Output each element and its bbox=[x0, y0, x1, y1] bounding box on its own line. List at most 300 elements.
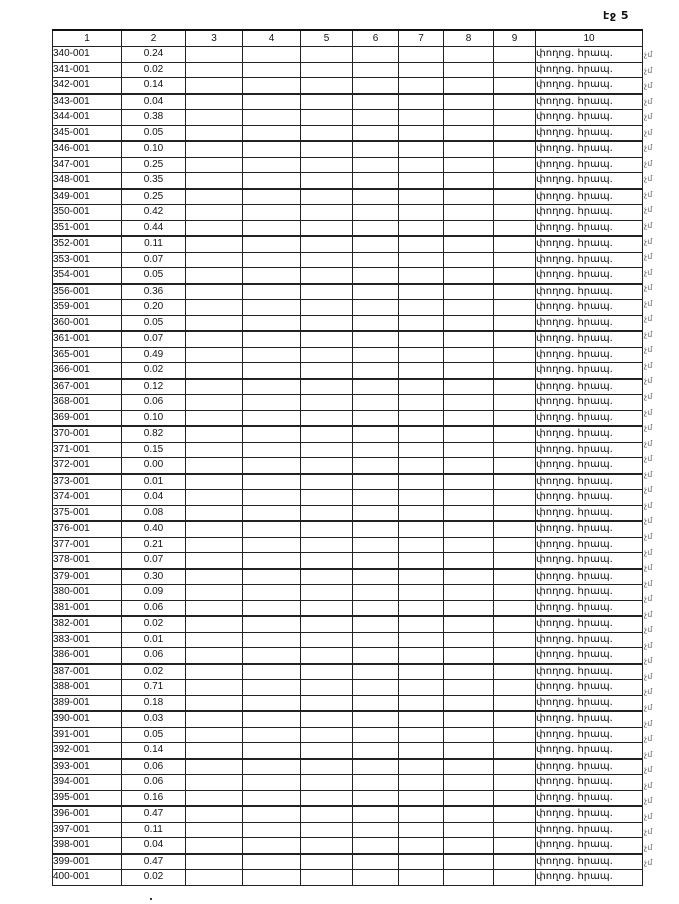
cell-empty-col-5 bbox=[301, 569, 353, 585]
cell-empty-col-3 bbox=[186, 252, 243, 268]
cell-empty-col-3 bbox=[186, 521, 243, 537]
cell-empty-col-3 bbox=[186, 173, 243, 189]
cell-empty-col-4 bbox=[243, 648, 301, 664]
cell-empty-col-4 bbox=[243, 474, 301, 490]
cell-empty-col-6 bbox=[353, 189, 399, 205]
cell-empty-col-7 bbox=[399, 664, 444, 680]
cell-empty-col-9 bbox=[494, 284, 536, 300]
cell-street-label: փողոց. հրապ. bbox=[536, 870, 643, 886]
cell-empty-col-3 bbox=[186, 743, 243, 759]
cell-empty-col-8 bbox=[444, 410, 494, 426]
table-row bbox=[53, 125, 643, 141]
cell-empty-col-6 bbox=[353, 252, 399, 268]
cell-id: 367-001 bbox=[53, 379, 122, 395]
cell-empty-col-3 bbox=[186, 141, 243, 157]
cell-empty-col-5 bbox=[301, 141, 353, 157]
cell-empty-col-5 bbox=[301, 727, 353, 743]
cell-empty-col-7 bbox=[399, 870, 444, 886]
cell-empty-col-7 bbox=[399, 585, 444, 601]
cell-value: 0.07 bbox=[122, 252, 186, 268]
table-row bbox=[53, 521, 643, 537]
cell-empty-col-4 bbox=[243, 711, 301, 727]
cell-street-label: փողոց. հրապ. bbox=[536, 141, 643, 157]
table-row bbox=[53, 600, 643, 616]
cell-street-label: փողոց. հրապ. bbox=[536, 284, 643, 300]
margin-mark: չմ bbox=[644, 329, 653, 339]
cell-empty-col-9 bbox=[494, 505, 536, 521]
cell-empty-col-4 bbox=[243, 537, 301, 553]
cell-empty-col-5 bbox=[301, 442, 353, 458]
cell-empty-col-5 bbox=[301, 695, 353, 711]
cell-empty-col-4 bbox=[243, 78, 301, 94]
cell-value: 0.44 bbox=[122, 220, 186, 236]
cell-empty-col-6 bbox=[353, 585, 399, 601]
cell-empty-col-5 bbox=[301, 790, 353, 806]
cell-empty-col-9 bbox=[494, 790, 536, 806]
cell-empty-col-8 bbox=[444, 870, 494, 886]
table-row bbox=[53, 300, 643, 316]
cell-street-label: փողոց. հրապ. bbox=[536, 632, 643, 648]
cell-empty-col-8 bbox=[444, 458, 494, 474]
cell-empty-col-9 bbox=[494, 189, 536, 205]
cell-empty-col-3 bbox=[186, 284, 243, 300]
cell-empty-col-7 bbox=[399, 62, 444, 78]
cell-empty-col-3 bbox=[186, 759, 243, 775]
cell-empty-col-4 bbox=[243, 490, 301, 506]
cell-value: 0.49 bbox=[122, 347, 186, 363]
cell-id: 389-001 bbox=[53, 695, 122, 711]
table-row bbox=[53, 284, 643, 300]
cell-street-label: փողոց. հրապ. bbox=[536, 664, 643, 680]
cell-empty-col-9 bbox=[494, 711, 536, 727]
margin-mark: չմ bbox=[644, 687, 653, 697]
cell-id: 354-001 bbox=[53, 268, 122, 284]
cell-empty-col-9 bbox=[494, 331, 536, 347]
cell-empty-col-4 bbox=[243, 189, 301, 205]
cell-empty-col-9 bbox=[494, 94, 536, 110]
margin-mark: չմ bbox=[644, 749, 653, 759]
cell-empty-col-6 bbox=[353, 442, 399, 458]
cell-empty-col-5 bbox=[301, 490, 353, 506]
cell-street-label: փողոց. հրապ. bbox=[536, 220, 643, 236]
column-header-3: 3 bbox=[186, 30, 243, 47]
cell-id: 375-001 bbox=[53, 505, 122, 521]
cell-id: 356-001 bbox=[53, 284, 122, 300]
cell-empty-col-7 bbox=[399, 205, 444, 221]
cell-empty-col-3 bbox=[186, 585, 243, 601]
cell-id: 380-001 bbox=[53, 585, 122, 601]
cell-empty-col-8 bbox=[444, 490, 494, 506]
table-row bbox=[53, 569, 643, 585]
cell-value: 0.10 bbox=[122, 141, 186, 157]
cell-empty-col-9 bbox=[494, 62, 536, 78]
margin-mark: չմ bbox=[644, 376, 653, 386]
cell-empty-col-5 bbox=[301, 775, 353, 791]
cell-empty-col-3 bbox=[186, 727, 243, 743]
cell-empty-col-4 bbox=[243, 680, 301, 696]
table-row bbox=[53, 743, 643, 759]
cell-street-label: փողոց. հրապ. bbox=[536, 711, 643, 727]
cell-empty-col-7 bbox=[399, 680, 444, 696]
cell-empty-col-7 bbox=[399, 458, 444, 474]
cell-empty-col-4 bbox=[243, 379, 301, 395]
cell-id: 394-001 bbox=[53, 775, 122, 791]
cell-empty-col-3 bbox=[186, 822, 243, 838]
cell-empty-col-7 bbox=[399, 268, 444, 284]
cell-id: 351-001 bbox=[53, 220, 122, 236]
cell-empty-col-3 bbox=[186, 110, 243, 126]
cell-empty-col-3 bbox=[186, 632, 243, 648]
cell-value: 0.21 bbox=[122, 537, 186, 553]
cell-empty-col-7 bbox=[399, 616, 444, 632]
cell-value: 0.05 bbox=[122, 268, 186, 284]
margin-mark: չմ bbox=[644, 158, 653, 168]
cell-street-label: փողոց. հրապ. bbox=[536, 379, 643, 395]
cell-empty-col-4 bbox=[243, 94, 301, 110]
cell-value: 0.04 bbox=[122, 838, 186, 854]
cell-empty-col-3 bbox=[186, 458, 243, 474]
margin-mark: չմ bbox=[644, 563, 653, 573]
cell-empty-col-9 bbox=[494, 664, 536, 680]
cell-street-label: փողոց. հրապ. bbox=[536, 300, 643, 316]
table-row bbox=[53, 838, 643, 854]
cell-empty-col-9 bbox=[494, 205, 536, 221]
cell-empty-col-7 bbox=[399, 347, 444, 363]
cell-value: 0.36 bbox=[122, 284, 186, 300]
margin-mark: չմ bbox=[644, 469, 653, 479]
cell-empty-col-3 bbox=[186, 442, 243, 458]
cell-empty-col-5 bbox=[301, 110, 353, 126]
cell-empty-col-7 bbox=[399, 822, 444, 838]
cell-empty-col-8 bbox=[444, 474, 494, 490]
cell-empty-col-9 bbox=[494, 379, 536, 395]
cell-empty-col-9 bbox=[494, 157, 536, 173]
margin-mark: չմ bbox=[644, 842, 653, 852]
cell-street-label: փողոց. հրապ. bbox=[536, 236, 643, 252]
cell-value: 0.05 bbox=[122, 727, 186, 743]
cell-id: 398-001 bbox=[53, 838, 122, 854]
cell-empty-col-7 bbox=[399, 648, 444, 664]
cell-street-label: փողոց. հրապ. bbox=[536, 505, 643, 521]
cell-empty-col-3 bbox=[186, 505, 243, 521]
cell-empty-col-7 bbox=[399, 426, 444, 442]
cell-empty-col-8 bbox=[444, 205, 494, 221]
cell-street-label: փողոց. հրապ. bbox=[536, 838, 643, 854]
margin-mark: չմ bbox=[644, 438, 653, 448]
margin-mark: չմ bbox=[644, 531, 653, 541]
cell-empty-col-4 bbox=[243, 553, 301, 569]
cell-empty-col-3 bbox=[186, 220, 243, 236]
cell-empty-col-5 bbox=[301, 379, 353, 395]
cell-empty-col-5 bbox=[301, 521, 353, 537]
cell-empty-col-4 bbox=[243, 569, 301, 585]
cell-empty-col-5 bbox=[301, 189, 353, 205]
cell-empty-col-7 bbox=[399, 727, 444, 743]
cell-empty-col-4 bbox=[243, 220, 301, 236]
cell-value: 0.11 bbox=[122, 822, 186, 838]
cell-empty-col-9 bbox=[494, 125, 536, 141]
table-row bbox=[53, 442, 643, 458]
cell-empty-col-6 bbox=[353, 268, 399, 284]
table-row bbox=[53, 410, 643, 426]
cell-value: 0.04 bbox=[122, 94, 186, 110]
cell-street-label: փողոց. հրապ. bbox=[536, 347, 643, 363]
cell-empty-col-8 bbox=[444, 236, 494, 252]
cell-street-label: փողոց. հրապ. bbox=[536, 537, 643, 553]
cell-empty-col-4 bbox=[243, 347, 301, 363]
cell-id: 386-001 bbox=[53, 648, 122, 664]
cell-empty-col-6 bbox=[353, 141, 399, 157]
cell-empty-col-3 bbox=[186, 806, 243, 822]
cell-empty-col-5 bbox=[301, 173, 353, 189]
cell-empty-col-6 bbox=[353, 822, 399, 838]
margin-mark: չմ bbox=[644, 625, 653, 635]
cell-empty-col-6 bbox=[353, 870, 399, 886]
margin-mark: չմ bbox=[644, 112, 653, 122]
data-table bbox=[52, 29, 643, 886]
cell-empty-col-7 bbox=[399, 695, 444, 711]
table-row bbox=[53, 426, 643, 442]
cell-empty-col-3 bbox=[186, 537, 243, 553]
margin-mark: չմ bbox=[644, 407, 653, 417]
cell-empty-col-9 bbox=[494, 220, 536, 236]
cell-empty-col-8 bbox=[444, 822, 494, 838]
cell-street-label: փողոց. հրապ. bbox=[536, 395, 643, 411]
cell-empty-col-6 bbox=[353, 410, 399, 426]
cell-empty-col-9 bbox=[494, 521, 536, 537]
cell-empty-col-5 bbox=[301, 78, 353, 94]
table-row bbox=[53, 664, 643, 680]
cell-empty-col-4 bbox=[243, 410, 301, 426]
cell-empty-col-8 bbox=[444, 727, 494, 743]
cell-value: 0.07 bbox=[122, 331, 186, 347]
margin-mark: չմ bbox=[644, 547, 653, 557]
cell-value: 0.18 bbox=[122, 695, 186, 711]
cell-empty-col-9 bbox=[494, 537, 536, 553]
table-row bbox=[53, 648, 643, 664]
cell-empty-col-5 bbox=[301, 600, 353, 616]
table-row bbox=[53, 458, 643, 474]
cell-empty-col-6 bbox=[353, 395, 399, 411]
cell-id: 348-001 bbox=[53, 173, 122, 189]
cell-empty-col-8 bbox=[444, 220, 494, 236]
cell-id: 343-001 bbox=[53, 94, 122, 110]
cell-id: 360-001 bbox=[53, 315, 122, 331]
cell-empty-col-7 bbox=[399, 252, 444, 268]
table-row bbox=[53, 395, 643, 411]
cell-empty-col-5 bbox=[301, 822, 353, 838]
cell-id: 344-001 bbox=[53, 110, 122, 126]
cell-value: 0.00 bbox=[122, 458, 186, 474]
cell-street-label: փողոց. հրապ. bbox=[536, 173, 643, 189]
cell-empty-col-7 bbox=[399, 110, 444, 126]
cell-id: 346-001 bbox=[53, 141, 122, 157]
cell-value: 0.06 bbox=[122, 648, 186, 664]
cell-empty-col-4 bbox=[243, 157, 301, 173]
cell-empty-col-6 bbox=[353, 363, 399, 379]
cell-empty-col-5 bbox=[301, 125, 353, 141]
margin-mark: չմ bbox=[644, 252, 653, 262]
cell-empty-col-5 bbox=[301, 759, 353, 775]
cell-value: 0.24 bbox=[122, 47, 186, 63]
cell-empty-col-7 bbox=[399, 141, 444, 157]
cell-empty-col-6 bbox=[353, 315, 399, 331]
cell-street-label: փողոց. հրապ. bbox=[536, 363, 643, 379]
cell-id: 397-001 bbox=[53, 822, 122, 838]
cell-empty-col-3 bbox=[186, 315, 243, 331]
cell-empty-col-7 bbox=[399, 490, 444, 506]
cell-empty-col-8 bbox=[444, 395, 494, 411]
cell-empty-col-5 bbox=[301, 743, 353, 759]
margin-mark: չմ bbox=[644, 345, 653, 355]
cell-empty-col-8 bbox=[444, 110, 494, 126]
cell-empty-col-5 bbox=[301, 680, 353, 696]
column-header-2: 2 bbox=[122, 30, 186, 47]
cell-id: 340-001 bbox=[53, 47, 122, 63]
table-row bbox=[53, 790, 643, 806]
cell-street-label: փողոց. հրապ. bbox=[536, 189, 643, 205]
cell-street-label: փողոց. հրապ. bbox=[536, 569, 643, 585]
cell-empty-col-3 bbox=[186, 236, 243, 252]
cell-empty-col-8 bbox=[444, 284, 494, 300]
cell-empty-col-4 bbox=[243, 442, 301, 458]
cell-empty-col-5 bbox=[301, 585, 353, 601]
cell-empty-col-6 bbox=[353, 94, 399, 110]
table-row bbox=[53, 870, 643, 886]
cell-id: 388-001 bbox=[53, 680, 122, 696]
cell-empty-col-5 bbox=[301, 410, 353, 426]
cell-empty-col-7 bbox=[399, 94, 444, 110]
cell-empty-col-8 bbox=[444, 173, 494, 189]
cell-empty-col-6 bbox=[353, 695, 399, 711]
cell-empty-col-7 bbox=[399, 47, 444, 63]
cell-street-label: փողոց. հրապ. bbox=[536, 759, 643, 775]
margin-mark: չմ bbox=[644, 127, 653, 137]
cell-empty-col-6 bbox=[353, 125, 399, 141]
cell-empty-col-8 bbox=[444, 125, 494, 141]
cell-empty-col-7 bbox=[399, 300, 444, 316]
cell-value: 0.02 bbox=[122, 62, 186, 78]
cell-street-label: փողոց. հրապ. bbox=[536, 585, 643, 601]
cell-empty-col-7 bbox=[399, 838, 444, 854]
cell-empty-col-4 bbox=[243, 268, 301, 284]
cell-empty-col-5 bbox=[301, 458, 353, 474]
margin-mark: չմ bbox=[644, 718, 653, 728]
cell-empty-col-9 bbox=[494, 822, 536, 838]
cell-empty-col-3 bbox=[186, 157, 243, 173]
cell-empty-col-7 bbox=[399, 521, 444, 537]
cell-value: 0.71 bbox=[122, 680, 186, 696]
cell-empty-col-6 bbox=[353, 854, 399, 870]
cell-empty-col-3 bbox=[186, 600, 243, 616]
cell-empty-col-8 bbox=[444, 331, 494, 347]
cell-value: 0.06 bbox=[122, 759, 186, 775]
cell-empty-col-7 bbox=[399, 553, 444, 569]
cell-empty-col-4 bbox=[243, 822, 301, 838]
cell-empty-col-3 bbox=[186, 347, 243, 363]
cell-empty-col-8 bbox=[444, 62, 494, 78]
cell-id: 378-001 bbox=[53, 553, 122, 569]
cell-value: 0.06 bbox=[122, 775, 186, 791]
cell-empty-col-5 bbox=[301, 220, 353, 236]
table-row bbox=[53, 94, 643, 110]
cell-empty-col-6 bbox=[353, 759, 399, 775]
cell-value: 0.35 bbox=[122, 173, 186, 189]
cell-empty-col-7 bbox=[399, 632, 444, 648]
cell-empty-col-8 bbox=[444, 775, 494, 791]
table-row bbox=[53, 505, 643, 521]
cell-street-label: փողոց. հրապ. bbox=[536, 680, 643, 696]
table-row bbox=[53, 695, 643, 711]
cell-id: 373-001 bbox=[53, 474, 122, 490]
cell-empty-col-4 bbox=[243, 458, 301, 474]
cell-empty-col-4 bbox=[243, 616, 301, 632]
cell-empty-col-6 bbox=[353, 616, 399, 632]
cell-empty-col-3 bbox=[186, 363, 243, 379]
cell-empty-col-5 bbox=[301, 616, 353, 632]
cell-value: 0.02 bbox=[122, 870, 186, 886]
cell-street-label: փողոց. հրապ. bbox=[536, 775, 643, 791]
cell-empty-col-6 bbox=[353, 680, 399, 696]
margin-mark: չմ bbox=[644, 780, 653, 790]
cell-street-label: փողոց. հրապ. bbox=[536, 648, 643, 664]
cell-empty-col-7 bbox=[399, 569, 444, 585]
cell-value: 0.15 bbox=[122, 442, 186, 458]
cell-empty-col-4 bbox=[243, 585, 301, 601]
cell-id: 381-001 bbox=[53, 600, 122, 616]
cell-id: 390-001 bbox=[53, 711, 122, 727]
cell-empty-col-4 bbox=[243, 236, 301, 252]
cell-street-label: փողոց. հրապ. bbox=[536, 125, 643, 141]
cell-empty-col-4 bbox=[243, 870, 301, 886]
margin-mark: չմ bbox=[644, 50, 653, 59]
cell-empty-col-3 bbox=[186, 300, 243, 316]
margin-mark: չմ bbox=[644, 609, 653, 619]
table-row bbox=[53, 315, 643, 331]
margin-mark: չմ bbox=[644, 796, 653, 806]
margin-mark: չմ bbox=[644, 423, 653, 433]
cell-empty-col-6 bbox=[353, 600, 399, 616]
table-row bbox=[53, 537, 643, 553]
table-row bbox=[53, 157, 643, 173]
cell-street-label: փողոց. հրապ. bbox=[536, 474, 643, 490]
cell-empty-col-9 bbox=[494, 252, 536, 268]
margin-mark: չմ bbox=[644, 221, 653, 231]
margin-mark: չմ bbox=[644, 283, 653, 293]
cell-id: 393-001 bbox=[53, 759, 122, 775]
cell-id: 345-001 bbox=[53, 125, 122, 141]
cell-empty-col-5 bbox=[301, 315, 353, 331]
cell-empty-col-6 bbox=[353, 173, 399, 189]
cell-street-label: փողոց. հրապ. bbox=[536, 521, 643, 537]
table-row bbox=[53, 173, 643, 189]
cell-empty-col-6 bbox=[353, 220, 399, 236]
cell-empty-col-3 bbox=[186, 680, 243, 696]
cell-empty-col-4 bbox=[243, 284, 301, 300]
cell-empty-col-5 bbox=[301, 505, 353, 521]
cell-empty-col-7 bbox=[399, 537, 444, 553]
table-row bbox=[53, 110, 643, 126]
cell-empty-col-9 bbox=[494, 806, 536, 822]
cell-empty-col-7 bbox=[399, 236, 444, 252]
cell-empty-col-5 bbox=[301, 537, 353, 553]
cell-empty-col-9 bbox=[494, 838, 536, 854]
column-header-10: 10 bbox=[536, 30, 643, 47]
cell-id: 361-001 bbox=[53, 331, 122, 347]
cell-value: 0.04 bbox=[122, 490, 186, 506]
cell-empty-col-8 bbox=[444, 521, 494, 537]
cell-empty-col-9 bbox=[494, 347, 536, 363]
